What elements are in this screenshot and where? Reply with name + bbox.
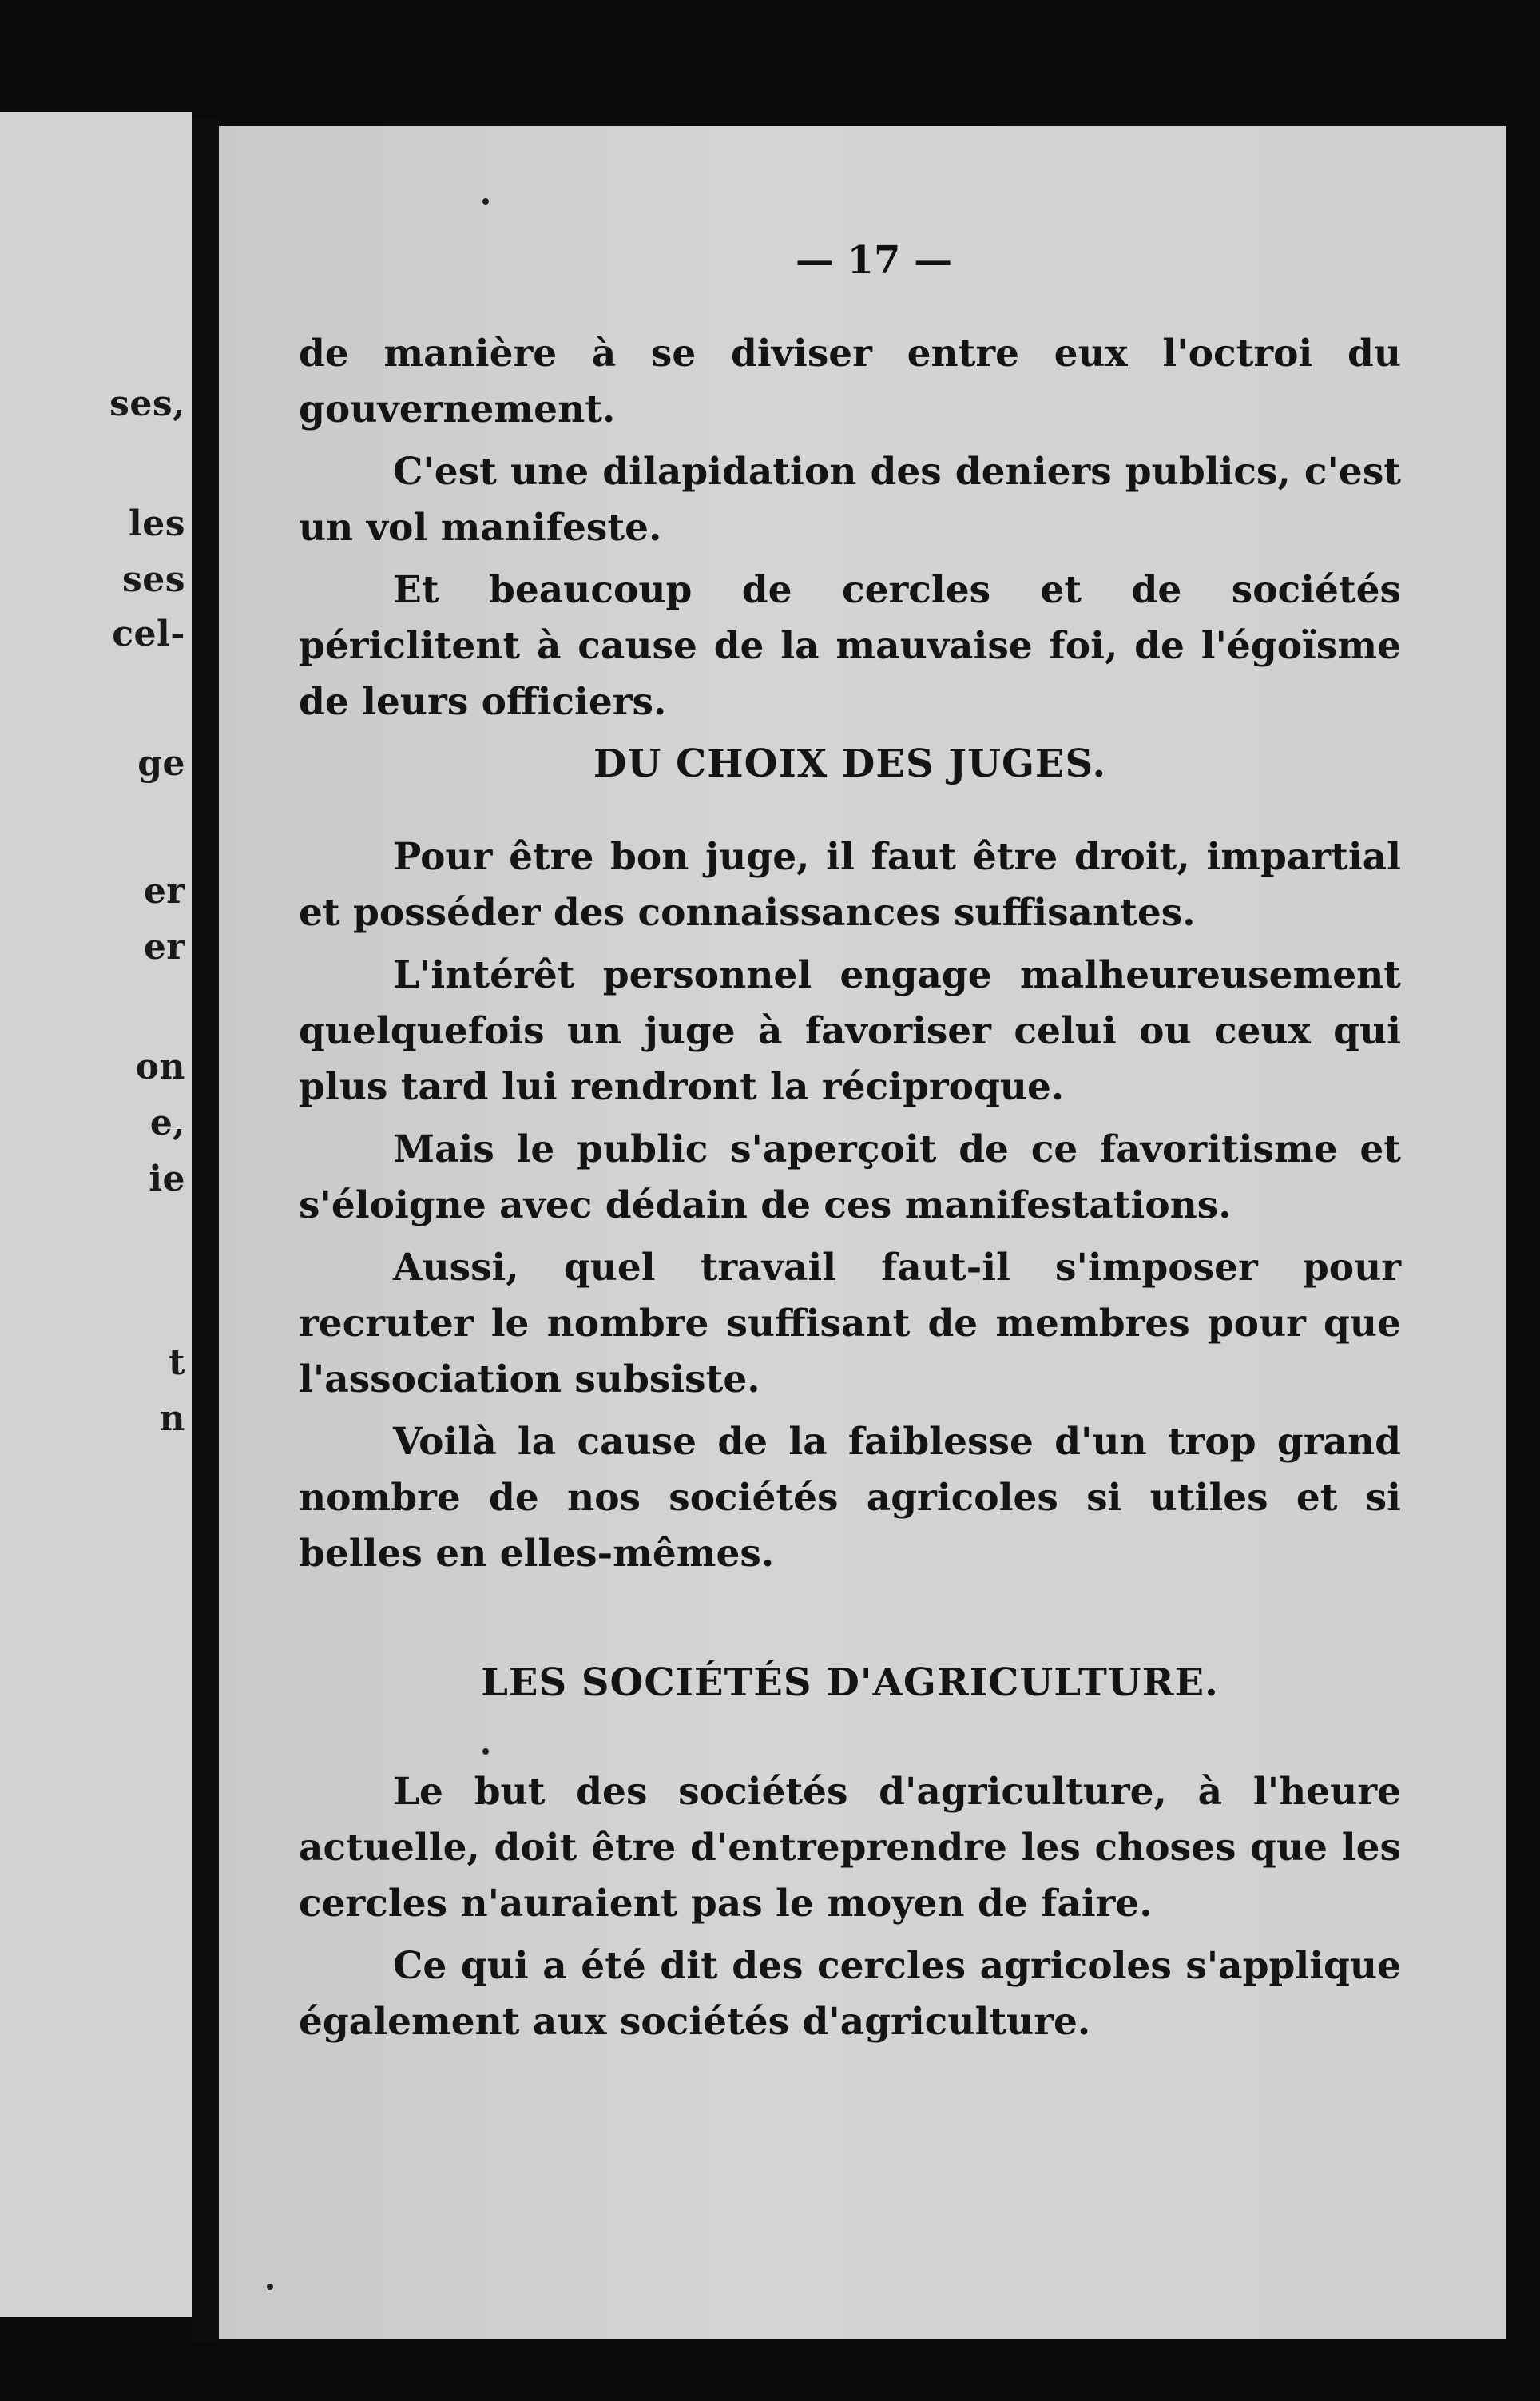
book-page <box>219 126 1506 2339</box>
print-speck <box>267 2284 273 2290</box>
paragraph: Mais le public s'aperçoit de ce favoritisme et s'éloigne avec dédain de ces manifestations. <box>299 1127 1401 1227</box>
facing-page-text: ses, <box>109 384 185 424</box>
facing-page-text: les <box>129 503 185 544</box>
facing-page-text: ie <box>149 1159 185 1199</box>
page-number: — 17 — <box>795 238 953 283</box>
text-block-judges <box>299 829 1401 1588</box>
paragraph: de manière à se diviser entre eux l'octroi du gouvernement. <box>299 332 1401 431</box>
paragraph: C'est une dilapidation des deniers publics, c'est un vol manifeste. <box>299 450 1401 550</box>
paragraph: Aussi, quel travail faut-il s'imposer pour recruter le nombre suffisant de membres pour que l'association subsiste. <box>299 1246 1401 1401</box>
print-speck <box>482 1748 489 1755</box>
facing-page-text: ses <box>121 559 185 600</box>
facing-page-text: er <box>143 871 185 912</box>
paragraph: L'intérêt personnel engage malheureusement quelquefois un juge à favoriser celui ou ceux qui plus tard lui rendront la réciproque. <box>299 953 1401 1109</box>
facing-page-text: er <box>143 927 185 968</box>
facing-page-text: ge <box>137 743 185 784</box>
section-heading: LES SOCIÉTÉS D'AGRICULTURE. <box>481 1660 1219 1705</box>
facing-page-text: t <box>169 1342 185 1383</box>
facing-page-text: n <box>159 1398 185 1439</box>
facing-page-text: cel- <box>112 614 185 654</box>
page-gutter <box>192 120 219 2341</box>
paragraph: Voilà la cause de la faiblesse d'un trop grand nombre de nos sociétés agricoles si utiles et si belles en elles-mêmes. <box>299 1420 1401 1576</box>
facing-page-text: on <box>135 1047 185 1087</box>
text-block-intro <box>299 326 1401 737</box>
paragraph: Ce qui a été dit des cercles agricoles s'applique également aux sociétés d'agriculture. <box>299 1944 1401 2044</box>
paragraph: Et beaucoup de cercles et de sociétés périclitent à cause de la mauvaise foi, de l'égoïsme de leurs officiers. <box>299 568 1401 724</box>
section-heading: DU CHOIX DES JUGES. <box>593 741 1107 786</box>
text-block-societies <box>299 1764 1401 2057</box>
print-speck <box>482 198 489 205</box>
paragraph: Pour être bon juge, il faut être droit, impartial et posséder des connaissances suffisantes. <box>299 835 1401 935</box>
facing-page-text: e, <box>149 1103 185 1143</box>
paragraph: Le but des sociétés d'agriculture, à l'heure actuelle, doit être d'entreprendre les choses que les cercles n'auraient pas le moyen de faire. <box>299 1770 1401 1926</box>
facing-page-fragment <box>0 112 192 2317</box>
